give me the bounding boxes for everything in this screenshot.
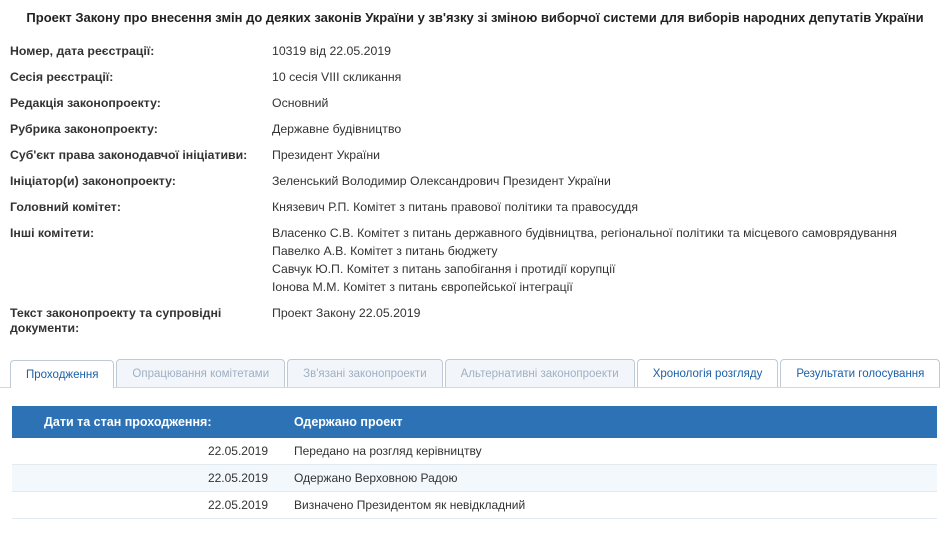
info-label: Суб'єкт права законодавчої ініціативи: [10,148,248,162]
info-row-subject [0,148,950,174]
committee-item: Павелко А.В. Комітет з питань бюджету [272,244,498,258]
status-cell-state: Одержано Верховною Радою [284,465,937,492]
tab-bar [0,358,940,388]
info-label: Ініціатор(и) законопроекту: [10,174,176,188]
table-row [12,465,937,492]
table-row [12,492,937,519]
info-row-initiator [0,174,950,200]
info-label: Редакція законопроекту: [10,96,161,110]
bill-info-table [0,44,950,336]
page-title: Проект Закону про внесення змін до деяких законів України у зв'язку зі зміною виборчої системи для виборів народних депутатів України [26,10,924,25]
info-row-number [0,44,950,70]
info-row-edition [0,96,950,122]
committee-item: Савчук Ю.П. Комітет з питань запобігання і протидії корупції [272,262,616,276]
status-header-date: Дати та стан проходження: [12,406,284,438]
committee-item: Іонова М.М. Комітет з питань європейської інтеграції [272,280,573,294]
info-row-rubric [0,122,950,148]
info-value: Князевич Р.П. Комітет з питань правової політики та правосуддя [272,200,638,214]
status-cell-date: 22.05.2019 [12,438,284,465]
info-value: Державне будівництво [272,122,402,136]
status-cell-state: Визначено Президентом як невідкладний [284,492,937,519]
info-row-main-committee [0,200,950,226]
tab-opratsyuvannya-komitetamy[interactable]: Опрацювання комітетами [116,359,285,387]
info-label: Інші комітети: [10,226,95,240]
status-header-state: Одержано проект [284,406,937,438]
info-value: Проект Закону 22.05.2019 [272,306,421,320]
status-cell-date: 22.05.2019 [12,465,284,492]
info-value: 10 сесія VIII скликання [272,70,402,84]
status-table-header-row [12,406,937,438]
info-row-documents [0,306,950,336]
status-table [12,406,937,519]
info-value: 10319 від 22.05.2019 [272,44,392,58]
status-cell-date: 22.05.2019 [12,492,284,519]
info-row-session [0,70,950,96]
info-value: Зеленський Володимир Олександрович Президент України [272,174,611,188]
info-label: Рубрика законопроекту: [10,122,158,136]
tab-prohodzhennya[interactable]: Проходження [10,360,114,388]
tab-alternatyvni-zakonoproekty[interactable]: Альтернативні законопроекти [445,359,635,387]
info-value: Президент України [272,148,380,162]
info-label: Сесія реєстрації: [10,70,114,84]
info-row-other-committees [0,226,950,306]
status-cell-state: Передано на розгляд керівництву [284,438,937,465]
info-value: Основний [272,96,329,110]
info-label: Номер, дата реєстрації: [10,44,155,58]
info-label-text: Текст законопроекту та супровідні документи: [10,306,222,335]
tab-hronologiya-rozglyadu[interactable]: Хронологія розгляду [637,359,779,387]
table-row [12,438,937,465]
tab-rezultaty-golosuvannya[interactable]: Результати голосування [780,359,940,387]
info-label [0,306,272,336]
tab-zvyazani-zakonoproekty[interactable]: Зв'язані законопроекти [287,359,443,387]
info-label: Головний комітет: [10,200,121,214]
info-value-list [272,226,950,306]
committee-item: Власенко С.В. Комітет з питань державного будівництва, регіональної політики та місцевого самоврядування [272,226,897,240]
